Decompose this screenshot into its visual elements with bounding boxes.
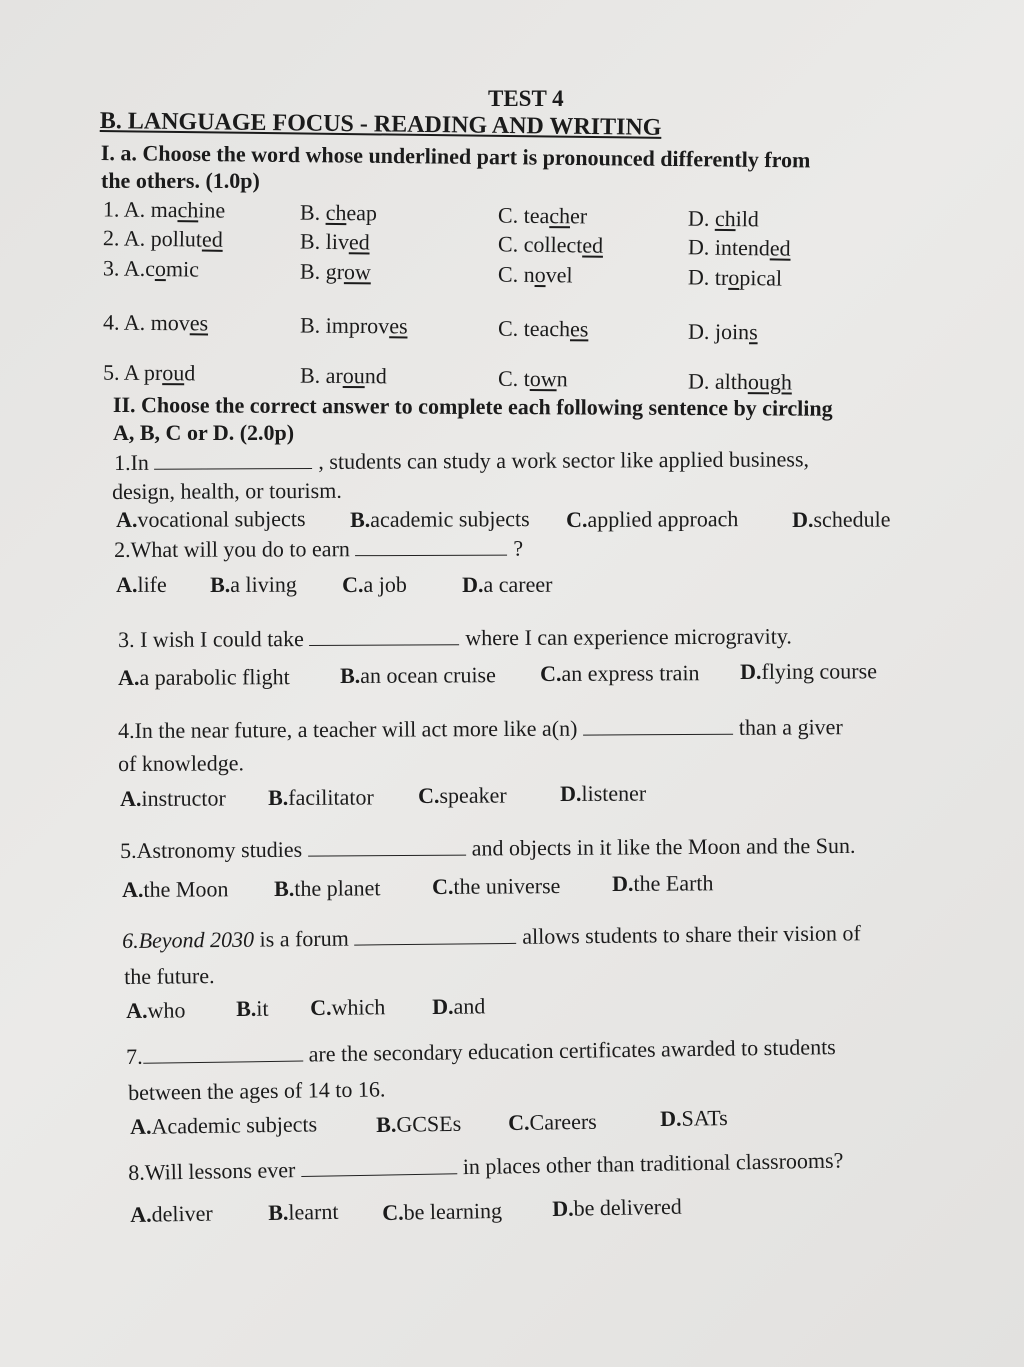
part1-q4-option-b[interactable] xyxy=(300,313,408,340)
answer-blank[interactable] xyxy=(154,450,312,470)
part1-q5-option-a[interactable] xyxy=(103,360,196,387)
option-letter: D. xyxy=(560,780,582,806)
stem-text: in places other than traditional classrooms? xyxy=(462,1147,844,1180)
underlined-part: ough xyxy=(747,369,793,395)
word-part: n xyxy=(523,261,535,287)
word-part: d xyxy=(184,360,196,386)
part2-q8-option-c[interactable] xyxy=(382,1198,502,1226)
answer-blank[interactable] xyxy=(301,1155,457,1177)
option-text: instructor xyxy=(141,785,226,811)
option-letter: C. xyxy=(566,506,588,532)
option-prefix: C. xyxy=(497,202,524,228)
word-part: mic xyxy=(165,256,200,282)
part1-q3-option-b[interactable] xyxy=(300,259,371,286)
option-letter: A. xyxy=(126,997,148,1023)
option-text: speaker xyxy=(439,782,507,808)
underlined-part: ch xyxy=(549,203,571,229)
part2-q8-stem xyxy=(128,1148,844,1186)
word-part: intend xyxy=(714,234,771,261)
stem-text: are the secondary education certificates awarded to students xyxy=(308,1034,836,1067)
part2-q7-stem xyxy=(126,1034,836,1070)
option-letter: D. xyxy=(612,870,634,896)
option-letter: A. xyxy=(130,1113,152,1139)
part1-q1-option-c[interactable] xyxy=(498,203,587,230)
part1-q2-option-d[interactable] xyxy=(688,234,791,261)
word-part: join xyxy=(714,318,750,345)
part2-q3-option-d[interactable] xyxy=(740,658,877,685)
underlined-part: o xyxy=(534,261,546,288)
option-text: the Moon xyxy=(143,876,229,902)
part2-q7-stem-line2: between the ages of 14 to 16. xyxy=(128,1076,386,1105)
option-text: listener xyxy=(581,780,647,806)
answer-blank[interactable] xyxy=(354,925,516,946)
option-letter: B. xyxy=(376,1111,397,1137)
part1-q5-option-c[interactable] xyxy=(498,366,568,393)
part1-q5-option-b[interactable] xyxy=(300,363,387,390)
part2-q5-option-b[interactable] xyxy=(274,875,381,902)
underlined-part: ch xyxy=(177,197,199,223)
word-part: pr xyxy=(143,359,163,386)
part2-q5-option-c[interactable] xyxy=(432,873,560,900)
option-prefix: C. xyxy=(497,315,524,341)
stem-text: allows students to share their vision of xyxy=(522,920,861,949)
option-text: vocational subjects xyxy=(137,506,306,532)
italic-title: 6.Beyond 2030 xyxy=(122,926,255,953)
option-letter: C. xyxy=(432,873,454,899)
option-letter: A. xyxy=(130,1201,152,1227)
option-prefix: C. xyxy=(497,261,524,287)
option-prefix: B. xyxy=(299,362,326,388)
part2-q8-option-a[interactable] xyxy=(130,1201,213,1228)
option-text: a career xyxy=(483,571,553,597)
option-prefix: D. xyxy=(687,234,716,260)
underlined-part: es xyxy=(189,310,209,336)
word-part: nd xyxy=(364,363,387,389)
option-text: an express train xyxy=(561,660,700,686)
underlined-part: ed xyxy=(582,232,604,258)
option-prefix: 5. A xyxy=(102,359,145,385)
option-text: who xyxy=(147,997,186,1023)
word-part: eap xyxy=(346,200,378,226)
option-letter: A. xyxy=(120,785,142,811)
answer-blank[interactable] xyxy=(355,537,507,557)
option-letter: C. xyxy=(342,571,364,597)
part2-q7-option-b[interactable] xyxy=(376,1111,461,1138)
part2-q2-option-a[interactable] xyxy=(116,572,167,598)
underlined-part: es xyxy=(569,316,589,342)
stem-text: 2.What will you do to earn xyxy=(114,536,356,562)
option-prefix: C. xyxy=(497,231,524,257)
option-text: GCSEs xyxy=(396,1110,462,1137)
option-letter: D. xyxy=(462,571,484,597)
underlined-part: ed xyxy=(201,226,223,252)
option-prefix: B. xyxy=(299,312,326,338)
underlined-part: ow xyxy=(529,365,557,392)
part1-q2-option-b[interactable] xyxy=(300,229,370,256)
option-text: be learning xyxy=(403,1197,503,1225)
part1-q4-option-d[interactable] xyxy=(688,319,758,346)
word-part: ar xyxy=(325,362,343,388)
option-letter: D. xyxy=(432,993,454,1019)
option-prefix: D. xyxy=(687,205,716,231)
stem-text: where I can experience microgravity. xyxy=(465,623,792,651)
option-prefix: 1. A. xyxy=(102,196,151,222)
option-text: the universe xyxy=(453,873,561,899)
word-part: pollut xyxy=(150,225,203,252)
stem-text: , students can study a work sector like applied business, xyxy=(318,446,810,474)
answer-blank[interactable] xyxy=(583,716,733,736)
option-prefix: D. xyxy=(687,368,716,394)
part2-q5-option-d[interactable] xyxy=(612,870,714,897)
option-text: SATs xyxy=(681,1105,728,1131)
option-letter: C. xyxy=(508,1109,530,1135)
word-part: improv xyxy=(325,312,390,339)
option-letter: B. xyxy=(268,1199,289,1225)
option-prefix: B. xyxy=(299,228,326,254)
option-text: an ocean cruise xyxy=(360,662,496,688)
part2-q4-option-b[interactable] xyxy=(268,784,374,811)
option-letter: B. xyxy=(350,506,371,532)
option-prefix: B. xyxy=(299,258,326,284)
part2-instruction-line2: A, B, C or D. (2.0p) xyxy=(113,420,295,445)
option-prefix: D. xyxy=(687,264,716,290)
part1-instruction-line2: the others. (1.0p) xyxy=(101,168,260,193)
option-letter: C. xyxy=(382,1199,404,1225)
word-part: c xyxy=(145,255,156,282)
test-title: TEST 4 xyxy=(488,86,564,111)
option-prefix: B. xyxy=(299,199,326,225)
part2-q4-stem-line2: of knowledge. xyxy=(118,750,244,776)
part1-q4-option-c[interactable] xyxy=(498,316,589,343)
stem-text: ? xyxy=(513,535,524,561)
option-letter: A. xyxy=(118,664,140,690)
option-letter: B. xyxy=(340,662,361,688)
word-part: t xyxy=(523,365,530,391)
answer-blank[interactable] xyxy=(143,1043,303,1064)
underlined-part: ed xyxy=(348,229,370,255)
underlined-part: s xyxy=(749,319,758,345)
stem-text: is a forum xyxy=(253,925,355,952)
stem-text: 7. xyxy=(126,1043,143,1069)
part2-q1-option-b[interactable] xyxy=(350,506,530,533)
answer-blank[interactable] xyxy=(309,626,459,646)
option-text: academic subjects xyxy=(370,506,530,532)
part2-q8-option-d[interactable] xyxy=(552,1194,682,1222)
part2-q3-option-c[interactable] xyxy=(540,660,700,687)
option-letter: D. xyxy=(660,1105,682,1131)
part2-instruction: II. Choose the correct answer to complete each following sentence by circling xyxy=(112,392,833,421)
part2-q6-option-c[interactable] xyxy=(310,994,385,1021)
word-part: gr xyxy=(325,258,345,285)
word-part: alth xyxy=(714,368,749,395)
option-text: applied approach xyxy=(587,506,739,532)
part2-q2-stem xyxy=(114,536,523,563)
stem-text: 4.In the near future, a teacher will act more like a(n) xyxy=(118,715,583,743)
option-text: facilitator xyxy=(288,784,374,810)
section-heading: B. LANGUAGE FOCUS - READING AND WRITING xyxy=(99,108,662,141)
part1-q1-option-b[interactable] xyxy=(300,200,377,227)
option-text: a job xyxy=(363,571,407,597)
option-letter: D. xyxy=(792,506,814,532)
part2-q1-option-a[interactable] xyxy=(116,506,306,533)
part2-q7-option-a[interactable] xyxy=(130,1111,317,1140)
part2-q6-option-b[interactable] xyxy=(236,996,269,1022)
underlined-part: ch xyxy=(714,205,736,232)
word-part: ma xyxy=(150,196,178,223)
part2-q3-stem xyxy=(118,623,792,653)
word-part: pical xyxy=(739,265,783,291)
part1-q5-option-d[interactable] xyxy=(688,369,792,396)
underlined-part: o xyxy=(154,256,167,282)
option-text: a living xyxy=(230,571,297,597)
option-letter: A. xyxy=(116,506,138,532)
option-letter: B. xyxy=(210,571,231,597)
part2-q1-option-c[interactable] xyxy=(566,506,738,533)
option-text: a parabolic flight xyxy=(139,664,290,690)
option-text: schedule xyxy=(813,506,891,532)
word-part: liv xyxy=(325,228,350,255)
part2-q5-stem xyxy=(120,833,856,864)
part2-q1-stem-line2: design, health, or tourism. xyxy=(112,477,342,504)
option-letter: C. xyxy=(540,660,562,686)
underlined-part: o xyxy=(728,264,740,291)
option-letter: B. xyxy=(274,875,295,901)
word-part: ild xyxy=(735,206,760,232)
option-letter: C. xyxy=(310,994,332,1020)
part1-q2-option-a[interactable] xyxy=(103,225,223,253)
option-letter: D. xyxy=(552,1195,574,1221)
part1-q3-option-c[interactable] xyxy=(498,262,573,289)
underlined-part: ed xyxy=(769,235,791,261)
underlined-part: ou xyxy=(342,362,365,389)
option-letter: D. xyxy=(740,658,762,684)
underlined-part: ow xyxy=(343,259,372,285)
part2-q6-stem xyxy=(122,920,861,954)
part2-q3-option-b[interactable] xyxy=(340,662,496,689)
part1-q2-option-c[interactable] xyxy=(498,231,603,258)
part2-q2-option-c[interactable] xyxy=(342,572,407,598)
stem-text: and objects in it like the Moon and the Sun. xyxy=(471,832,856,861)
part2-q8-option-b[interactable] xyxy=(268,1199,339,1226)
underlined-part: ou xyxy=(162,360,185,386)
option-prefix: 3. A. xyxy=(102,255,146,281)
option-prefix: D. xyxy=(687,318,716,344)
underlined-part: ch xyxy=(325,199,347,226)
part2-q3-option-a[interactable] xyxy=(118,664,290,691)
option-text: deliver xyxy=(151,1200,213,1227)
word-part: collect xyxy=(523,231,583,258)
word-part: tr xyxy=(714,264,729,290)
answer-blank[interactable] xyxy=(308,837,466,857)
option-text: Careers xyxy=(529,1108,597,1135)
stem-text: 3. I wish I could take xyxy=(118,625,310,652)
stem-text: than a giver xyxy=(738,714,843,740)
option-letter: B. xyxy=(236,995,257,1021)
word-part: n xyxy=(556,366,568,392)
stem-text: 8.Will lessons ever xyxy=(128,1156,302,1185)
word-part: vel xyxy=(545,262,573,288)
option-text: which xyxy=(331,994,386,1020)
part2-q6-stem-line2: the future. xyxy=(124,963,215,989)
part2-q4-option-a[interactable] xyxy=(120,785,226,812)
part1-q3-option-a[interactable] xyxy=(103,255,199,282)
part1-q4-option-a[interactable] xyxy=(103,310,208,337)
option-prefix: 2. A. xyxy=(102,225,151,251)
part2-q2-option-b[interactable] xyxy=(210,572,297,598)
part1-q3-option-d[interactable] xyxy=(688,264,782,291)
option-letter: B. xyxy=(268,784,289,810)
part2-q1-option-d[interactable] xyxy=(792,506,890,533)
option-text: learnt xyxy=(288,1198,339,1225)
option-text: Academic subjects xyxy=(151,1111,318,1139)
part1-instruction: I. a. Choose the word whose underlined part is pronounced differently from xyxy=(100,140,811,173)
part2-q4-option-c[interactable] xyxy=(418,783,507,809)
part2-q6-option-a[interactable] xyxy=(126,997,186,1024)
stem-text: 5.Astronomy studies xyxy=(120,836,308,863)
part2-q7-option-c[interactable] xyxy=(508,1109,597,1136)
part2-q5-option-a[interactable] xyxy=(122,876,229,903)
part1-q1-option-a[interactable] xyxy=(103,196,225,223)
part2-q7-option-d[interactable] xyxy=(660,1105,728,1132)
option-letter: C. xyxy=(418,782,440,808)
word-part: er xyxy=(569,203,588,229)
part2-q4-stem xyxy=(118,714,843,744)
underlined-part: es xyxy=(389,313,408,339)
part2-q6-option-d[interactable] xyxy=(432,993,485,1020)
option-prefix: C. xyxy=(497,365,524,391)
option-text: the planet xyxy=(294,875,381,901)
option-letter: A. xyxy=(116,571,138,597)
word-part: teach xyxy=(523,315,571,342)
stem-text: 1.In xyxy=(114,449,155,475)
option-text: the Earth xyxy=(633,870,714,896)
part2-q2-option-d[interactable] xyxy=(462,572,552,598)
word-part: ine xyxy=(198,197,226,223)
option-text: life xyxy=(137,571,167,597)
part2-q1-stem xyxy=(114,446,809,476)
word-part: mov xyxy=(150,309,190,336)
option-text: and xyxy=(453,993,486,1019)
word-part: tea xyxy=(523,202,550,229)
option-prefix: 4. A. xyxy=(102,309,151,335)
option-text: flying course xyxy=(761,658,877,684)
option-letter: A. xyxy=(122,876,144,902)
part1-q1-option-d[interactable] xyxy=(688,206,759,233)
option-text: be delivered xyxy=(573,1193,682,1221)
option-text: it xyxy=(256,995,269,1021)
part2-q4-option-d[interactable] xyxy=(560,781,646,807)
